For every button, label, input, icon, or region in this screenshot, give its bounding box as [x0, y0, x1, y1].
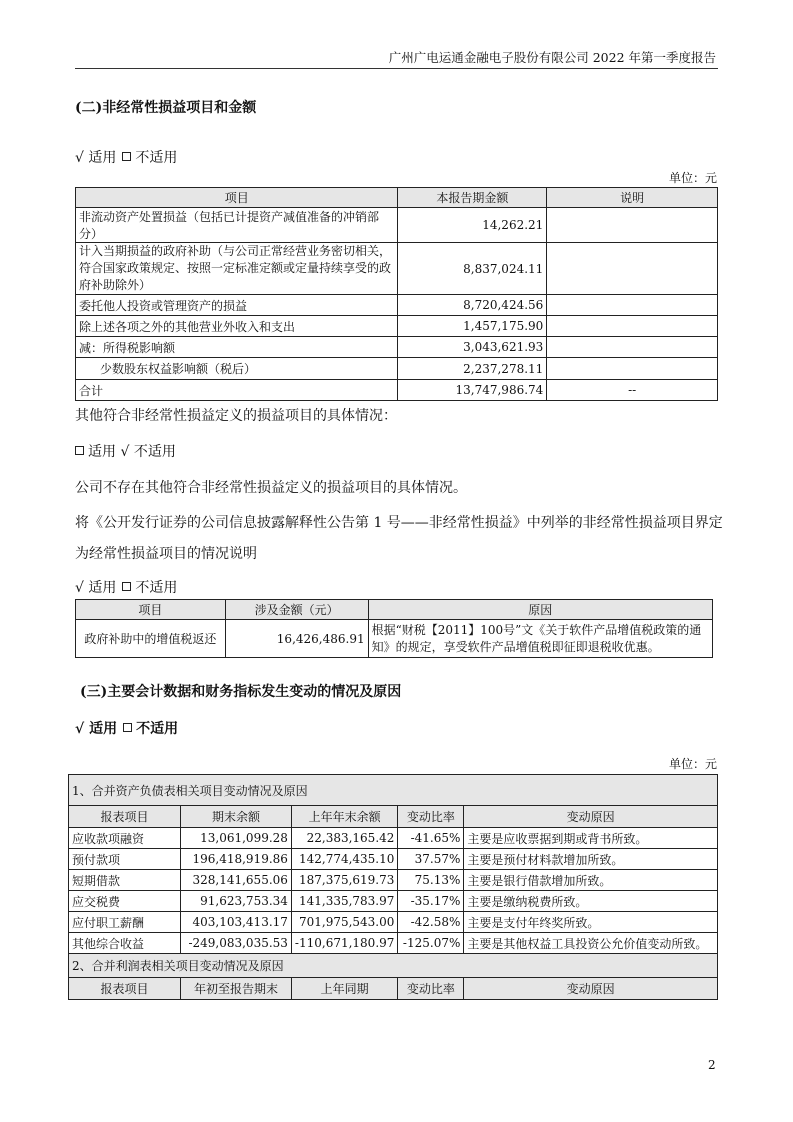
explain-line-1: 将《公开发行证券的公司信息披露解释性公告第 1 号——非经常性损益》中列举的非经常性损益项目界定	[75, 515, 723, 531]
table-row	[76, 358, 718, 380]
applicable-no: 不适用	[135, 150, 178, 166]
item-cell: 应交税费	[69, 891, 181, 912]
reason-cell: 主要是银行借款增加所致。	[464, 870, 718, 891]
item-cell: 短期借款	[69, 870, 181, 891]
col-header: 期末余额	[180, 806, 291, 828]
explain-line-2: 为经常性损益项目的情况说明	[75, 546, 257, 562]
col-header: 涉及金额（元）	[225, 600, 368, 620]
ratio-cell: -35.17%	[398, 891, 464, 912]
page-header: 广州广电运通金融电子股份有限公司 2022 年第一季度报告	[388, 50, 716, 65]
col-header: 原因	[368, 600, 712, 620]
table-total-row	[76, 380, 718, 401]
item-cell: 除上述各项之外的其他营业外收入和支出	[76, 316, 398, 337]
applicable-yes: 适用	[88, 444, 116, 460]
prev-cell: -110,671,180.97	[291, 933, 397, 954]
section-2-title: (二)非经常性损益项目和金额	[75, 100, 257, 116]
header-rule	[75, 68, 718, 69]
col-header: 报表项目	[69, 978, 181, 1000]
col-header: 年初至报告期末	[180, 978, 291, 1000]
other-items-line: 其他符合非经常性损益定义的损益项目的具体情况：	[75, 408, 397, 424]
item-cell: 其他综合收益	[69, 933, 181, 954]
col-header: 报表项目	[69, 806, 181, 828]
item-cell: 应收款项融资	[69, 828, 181, 849]
note-cell	[547, 337, 718, 358]
applicable-line-1	[75, 147, 177, 167]
unit-label-2: 单位：元	[668, 757, 717, 771]
applicable-line-3	[75, 577, 177, 597]
checkbox-icon	[75, 446, 84, 455]
table-header-row	[69, 806, 718, 828]
item-cell: 合计	[76, 380, 398, 401]
table-row	[76, 620, 713, 658]
item-cell: 少数股东权益影响额（税后）	[76, 358, 398, 380]
col-header: 说明	[547, 188, 718, 208]
section-3-title: (三)主要会计数据和财务指标发生变动的情况及原因	[80, 684, 402, 700]
col-header: 变动原因	[464, 978, 718, 1000]
table-row	[69, 891, 718, 912]
table-row	[69, 912, 718, 933]
note-cell	[547, 316, 718, 337]
ratio-cell: 75.13%	[398, 870, 464, 891]
checkbox-icon	[122, 582, 131, 591]
ratio-cell: 37.57%	[398, 849, 464, 870]
applicable-no: 不适用	[135, 580, 178, 596]
table-row	[69, 870, 718, 891]
col-header: 上年同期	[291, 978, 397, 1000]
end-cell: 328,141,655.06	[180, 870, 291, 891]
item-cell: 政府补助中的增值税返还	[76, 620, 226, 658]
prev-cell: 701,975,543.00	[291, 912, 397, 933]
reason-cell: 主要是预付材料款增加所致。	[464, 849, 718, 870]
reason-cell: 主要是支付年终奖所致。	[464, 912, 718, 933]
item-cell: 预付款项	[69, 849, 181, 870]
applicable-yes: √ 适用	[75, 150, 117, 166]
table-header-row	[76, 188, 718, 208]
applicable-no: 不适用	[136, 721, 179, 737]
amount-cell: 8,720,424.56	[398, 295, 547, 316]
ratio-cell: -41.65%	[398, 828, 464, 849]
amount-cell: 2,237,278.11	[398, 358, 547, 380]
amount-cell: 13,747,986.74	[398, 380, 547, 401]
group-title: 1、合并资产负债表相关项目变动情况及原因	[69, 775, 718, 806]
reason-cell: 根据“财税【2011】100号”文《关于软件产品增值税政策的通知》的规定，享受软件产品增值税即征即退税收优惠。	[368, 620, 712, 658]
col-header: 本报告期金额	[398, 188, 547, 208]
note-cell	[547, 208, 718, 243]
applicable-line-4	[75, 718, 178, 738]
note-cell	[547, 243, 718, 295]
reason-cell: 主要是应收票据到期或背书所致。	[464, 828, 718, 849]
item-cell: 委托他人投资或管理资产的损益	[76, 295, 398, 316]
item-cell: 应付职工薪酬	[69, 912, 181, 933]
prev-cell: 22,383,165.42	[291, 828, 397, 849]
changes-table	[68, 774, 718, 1000]
col-header: 变动比率	[398, 806, 464, 828]
unit-label-1: 单位：元	[668, 171, 717, 185]
amount-cell: 14,262.21	[398, 208, 547, 243]
note-cell: --	[547, 380, 718, 401]
nonrecurring-table	[75, 187, 718, 401]
table-header-row	[76, 600, 713, 620]
no-other-items-text: 公司不存在其他符合非经常性损益定义的损益项目的具体情况。	[75, 480, 467, 496]
checkbox-icon	[123, 723, 132, 732]
table-row	[76, 243, 718, 295]
table-row	[76, 295, 718, 316]
end-cell: 13,061,099.28	[180, 828, 291, 849]
applicable-yes: √ 适用	[75, 721, 118, 737]
col-header: 上年年末余额	[291, 806, 397, 828]
reason-cell: 主要是缴纳税费所致。	[464, 891, 718, 912]
table-row	[69, 828, 718, 849]
applicable-no: √ 不适用	[120, 444, 176, 460]
end-cell: -249,083,035.53	[180, 933, 291, 954]
table-row	[69, 933, 718, 954]
end-cell: 91,623,753.34	[180, 891, 291, 912]
amount-cell: 1,457,175.90	[398, 316, 547, 337]
prev-cell: 142,774,435.10	[291, 849, 397, 870]
item-cell: 计入当期损益的政府补助（与公司正常经营业务密切相关，符合国家政策规定、按照一定标准定额或定量持续享受的政府补助除外）	[76, 243, 398, 295]
amount-cell: 3,043,621.93	[398, 337, 547, 358]
item-cell: 减：所得税影响额	[76, 337, 398, 358]
group-title: 2、合并利润表相关项目变动情况及原因	[69, 954, 718, 978]
col-header: 项目	[76, 188, 398, 208]
table-row	[76, 337, 718, 358]
reclass-table	[75, 599, 713, 658]
note-cell	[547, 295, 718, 316]
col-header: 变动原因	[464, 806, 718, 828]
table-row	[76, 316, 718, 337]
table-row	[76, 208, 718, 243]
ratio-cell: -42.58%	[398, 912, 464, 933]
reason-cell: 主要是其他权益工具投资公允价值变动所致。	[464, 933, 718, 954]
group-header-row	[69, 775, 718, 806]
group-header-row	[69, 954, 718, 978]
item-cell: 非流动资产处置损益（包括已计提资产减值准备的冲销部分）	[76, 208, 398, 243]
note-cell	[547, 358, 718, 380]
col-header: 变动比率	[398, 978, 464, 1000]
end-cell: 196,418,919.86	[180, 849, 291, 870]
amount-cell: 8,837,024.11	[398, 243, 547, 295]
prev-cell: 187,375,619.73	[291, 870, 397, 891]
amount-cell: 16,426,486.91	[225, 620, 368, 658]
applicable-yes: √ 适用	[75, 580, 117, 596]
checkbox-icon	[122, 152, 131, 161]
prev-cell: 141,335,783.97	[291, 891, 397, 912]
table-row	[69, 849, 718, 870]
page-number: 2	[708, 1058, 716, 1072]
col-header: 项目	[76, 600, 226, 620]
end-cell: 403,103,413.17	[180, 912, 291, 933]
ratio-cell: -125.07%	[398, 933, 464, 954]
applicable-line-2	[75, 441, 176, 461]
table-header-row	[69, 978, 718, 1000]
